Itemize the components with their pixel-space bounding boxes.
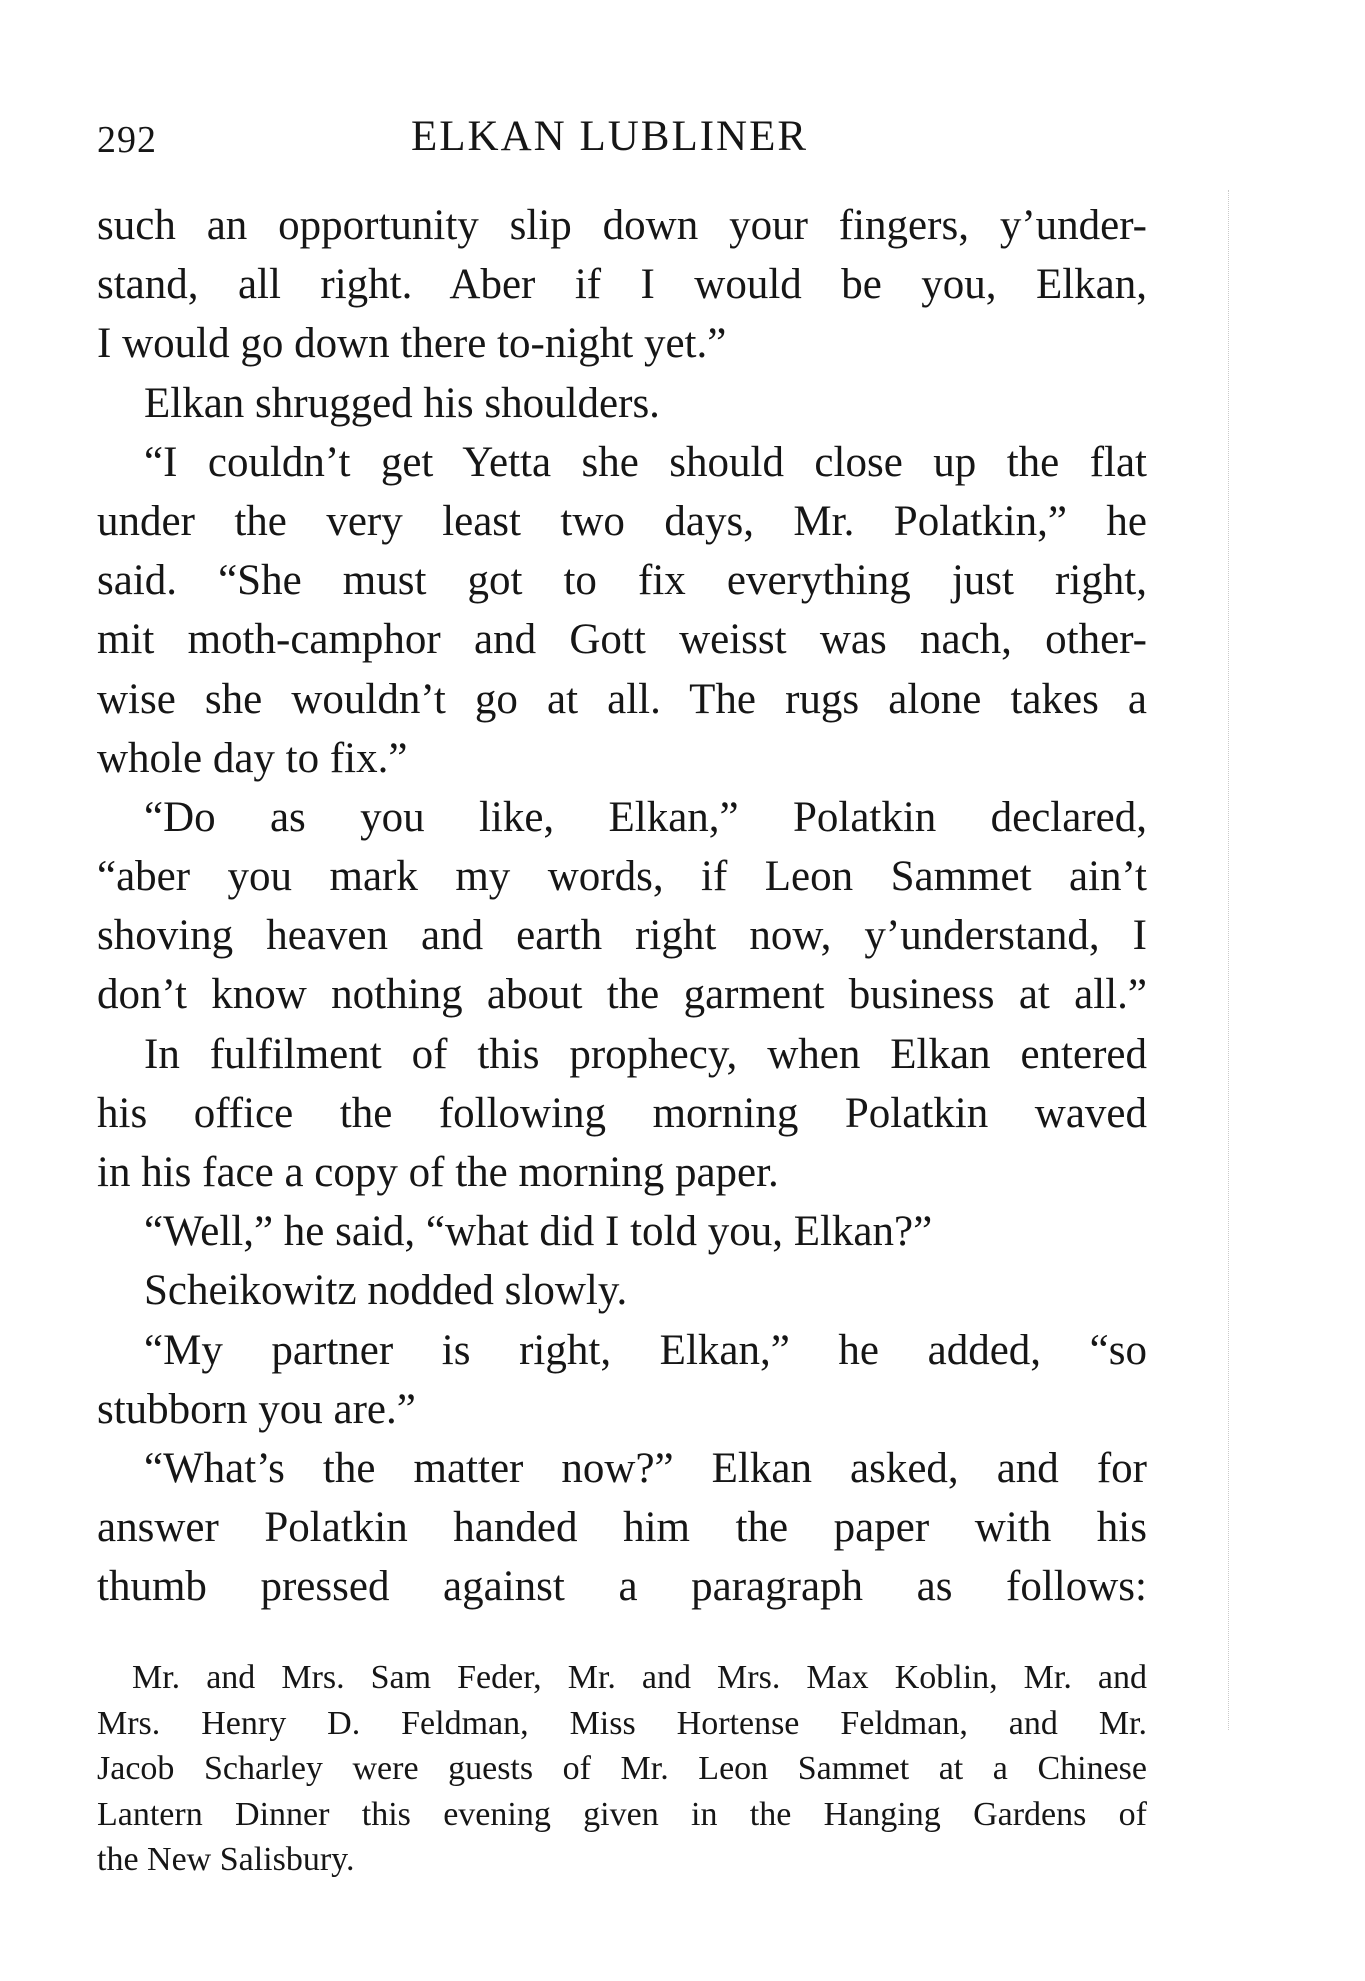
text-line: thumb pressed against a paragraph as follows: [97,1563,1147,1611]
quote-line: Jacob Scharley were guests of Mr. Leon Sammet at a Chinese [97,1750,1147,1787]
running-head: ELKAN LUBLINER [411,113,809,160]
text-line: “Well,” he said, “what did I told you, Elkan?” [144,1208,933,1256]
text-line: answer Polatkin handed him the paper with his [97,1504,1147,1552]
text-line: in his face a copy of the morning paper. [97,1149,779,1196]
text-line: shoving heaven and earth right now, y’understand, I [97,912,1147,960]
body-text [97,196,1147,1617]
text-line: “I couldn’t get Yetta she should close up the flat [144,438,1147,486]
page-number: 292 [97,119,157,161]
text-line: such an opportunity slip down your fingers, y’under- [97,202,1147,249]
page-header [97,112,1147,172]
text-line: said. “She must got to fix everything just right, [97,557,1147,605]
text-line: I would go down there to-night yet.” [97,320,727,368]
quote-line: the New Salisbury. [97,1841,355,1878]
text-line: under the very least two days, Mr. Polatkin,” he [97,497,1147,545]
text-line: mit moth-camphor and Gott weisst was nach, other- [97,616,1147,664]
text-line: wise she wouldn’t go at all. The rugs alone takes a [97,675,1147,723]
text-line: Elkan shrugged his shoulders. [144,379,660,427]
text-line: In fulfilment of this prophecy, when Elkan entered [144,1030,1147,1078]
text-line: Scheikowitz nodded slowly. [144,1267,628,1315]
text-line: stubborn you are.” [97,1385,416,1433]
text-line: stand, all right. Aber if I would be you, Elkan, [97,261,1147,309]
scan-margin-mark [1228,190,1229,1730]
newspaper-excerpt [97,1655,1147,1883]
quote-line: Mrs. Henry D. Feldman, Miss Hortense Feldman, and Mr. [97,1704,1147,1742]
text-line: “aber you mark my words, if Leon Sammet ain’t [97,853,1147,901]
text-line: don’t know nothing about the garment business at all.” [97,971,1147,1019]
text-line: “What’s the matter now?” Elkan asked, and for [144,1444,1147,1492]
text-line: “Do as you like, Elkan,” Polatkin declared, [144,793,1147,841]
quote-line: Mr. and Mrs. Sam Feder, Mr. and Mrs. Max Koblin, Mr. and [132,1659,1147,1696]
text-line: his office the following morning Polatkin waved [97,1089,1147,1137]
text-line: “My partner is right, Elkan,” he added, “so [144,1326,1147,1374]
text-line: whole day to fix.” [97,734,408,782]
quote-line: Lantern Dinner this evening given in the Hanging Gardens of [97,1795,1147,1833]
